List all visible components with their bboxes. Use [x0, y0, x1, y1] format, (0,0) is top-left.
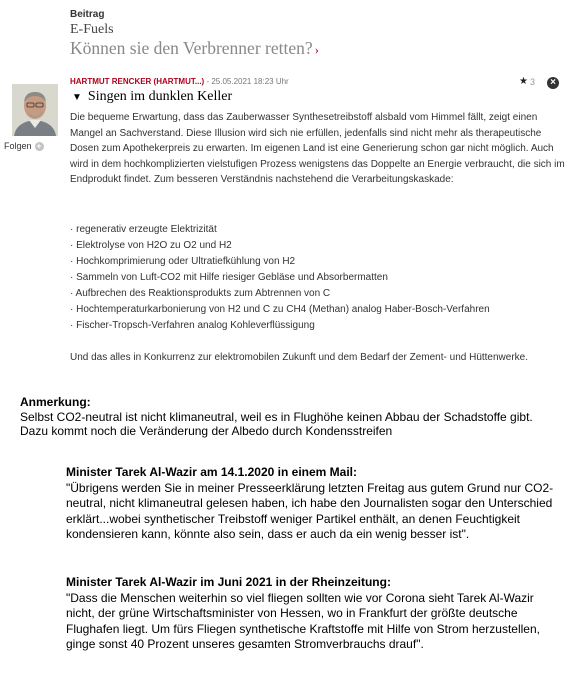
quote-block-2 — [66, 575, 561, 653]
star-rating[interactable] — [519, 76, 535, 87]
note-text: Selbst CO2-neutral ist nicht klimaneutral, weil es in Flughöhe keinen Abbau der Schadstoffe gibt. Dazu kommt noch die Veränderung der Albedo durch Kondensstreifen — [20, 409, 533, 438]
list-item: · Hochkomprimierung oder Ultratiefkühlung von H2 — [70, 256, 296, 267]
list-item: · regenerativ erzeugte Elektrizität — [70, 224, 217, 235]
comment-closing: Und das alles in Konkurrenz zur elektromobilen Zukunft und dem Bedarf der Zement- und Hüttenwerke. — [70, 352, 529, 363]
triangle-down-icon: ▼ — [72, 92, 82, 103]
quote-2-text: "Dass die Menschen weiterhin so viel fliegen sollten wie vor Corona sieht Tarek Al-Wazir nicht, der grüne Wirtschaftsminister von Hessen, wo in Frankfurt der größte deutsche Flughafen liegt. Um fürs Fliegen synthetische Kraftstoffe mit Hilfe von Strom herzustellen, ginge sonst 40 Prozent unseres gesamten Stromverbrauchs drauf". — [66, 590, 540, 651]
cascade-list — [70, 222, 568, 334]
star-icon: ★ — [519, 76, 528, 87]
chevron-right-icon: › — [314, 42, 319, 57]
note-heading: Anmerkung: — [20, 395, 91, 409]
follow-button[interactable] — [4, 141, 44, 151]
avatar[interactable] — [12, 84, 58, 136]
list-item: · Elektrolyse von H2O zu O2 und H2 — [70, 240, 232, 251]
plus-icon: + — [36, 140, 42, 151]
comment-title-text: Singen im dunklen Keller — [87, 89, 233, 104]
list-item: · Sammeln von Luft-CO2 mit Hilfe riesiger Gebläse und Absorbermatten — [70, 272, 388, 283]
follow-label: Folgen — [4, 141, 32, 151]
comment-author[interactable]: HARTMUT RENCKER (HARTMUT...) — [70, 77, 205, 86]
article-title-link[interactable] — [70, 38, 319, 59]
star-count: 3 — [529, 76, 535, 87]
quote-2-heading: Minister Tarek Al-Wazir im Juni 2021 in der Rheinzeitung: — [66, 575, 391, 589]
comment-body — [70, 110, 568, 188]
list-item: · Hochtemperaturkarbonierung von H2 und C zu CH4 (Methan) analog Haber-Bosch-Verfahren — [70, 304, 490, 315]
article-label: Beitrag — [70, 9, 105, 20]
article-category[interactable]: E-Fuels — [70, 22, 114, 37]
list-item: · Aufbrechen des Reaktionsprodukts zum Abtrennen von C — [70, 288, 331, 299]
quote-block-1 — [66, 465, 561, 543]
quote-1-text: "Übrigens werden Sie in meiner Presseerklärung letzten Freitag aus gutem Grund nur CO2-neutral, nicht klimaneutral gelesen haben, ich habe den Journalisten sogar den Unterschied erklärt...wobei synthetischer Treibstoff weniger Partikel enthält, an denen Feuchtigkeit kondensieren kann, könnte also sein, dass er auch da ein wenig besser ist". — [66, 480, 554, 541]
note-block — [20, 395, 560, 439]
comment-meta — [70, 77, 289, 86]
list-item: · Fischer-Tropsch-Verfahren analog Kohleverflüssigung — [70, 320, 315, 331]
article-title: Können sie den Verbrenner retten? — [70, 38, 313, 58]
avatar-portrait — [12, 84, 58, 136]
comment-paragraph: Die bequeme Erwartung, dass das Zauberwasser Synthesetreibstoff alsbald vom Himmel fällt, zeigt einen Mangel an Sachverstand. Diese Illusion wird sich nie erfüllen, jedenfalls sind nicht mehr als therapeutische Dosen zum Apothekerpreis zu erwarten. Im eigenen Land ist eine Generierung schon gar nicht möglich. Auch wird in dem hochkomplizierten vielstufigen Prozess wenigstens das Doppelte an Energie verbraucht, die sich im Endprodukt findet. Zum besseren Verständnis nachstehend die Verarbeitungskaskade: — [70, 112, 565, 185]
quote-1-heading: Minister Tarek Al-Wazir am 14.1.2020 in einem Mail: — [66, 465, 357, 479]
close-icon[interactable]: × — [547, 77, 559, 89]
comment-datetime: - 25.05.2021 18:23 Uhr — [204, 77, 289, 86]
comment-title[interactable] — [72, 89, 232, 105]
